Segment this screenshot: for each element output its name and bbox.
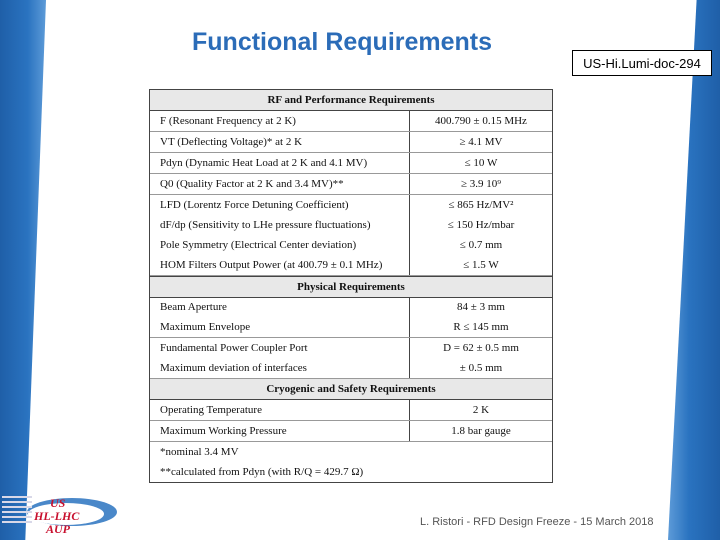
row-label: F (Resonant Frequency at 2 K) — [150, 111, 410, 131]
row-label: Beam Aperture — [150, 297, 410, 317]
table-row — [150, 132, 552, 153]
note-calculated: **calculated from Pdyn (with R/Q = 429.7 Ω) — [160, 466, 364, 478]
row-label: HOM Filters Output Power (at 400.79 ± 0.1 MHz) — [150, 255, 410, 275]
row-label: Maximum Working Pressure — [150, 421, 410, 441]
row-value: ≤ 1.5 W — [463, 259, 499, 271]
document-id-box: US-Hi.Lumi-doc-294 — [572, 50, 712, 76]
slide-footer: L. Ristori - RFD Design Freeze - 15 March 2018 — [420, 516, 654, 528]
row-value: 2 K — [472, 404, 490, 416]
table-row — [150, 400, 552, 421]
row-value: ≤ 0.7 mm — [459, 239, 503, 251]
table-row — [150, 235, 552, 255]
row-label: Pole Symmetry (Electrical Center deviation) — [150, 235, 410, 255]
table-row — [150, 195, 552, 215]
row-label: Fundamental Power Coupler Port — [150, 338, 410, 358]
row-value: 84 ± 3 mm — [457, 301, 505, 313]
table-row — [150, 317, 552, 338]
section-heading-physical: Physical Requirements — [150, 276, 552, 298]
row-label: Q0 (Quality Factor at 2 K and 3.4 MV)** — [150, 174, 410, 194]
row-value: ≤ 10 W — [464, 157, 498, 169]
section-heading-cryogenic: Cryogenic and Safety Requirements — [150, 379, 552, 400]
row-value: ≥ 3.9 10⁹ — [460, 178, 502, 190]
table-row — [150, 297, 552, 317]
left-decorative-band — [0, 0, 46, 540]
table-row — [150, 215, 552, 235]
row-label: Operating Temperature — [150, 400, 410, 420]
row-value: 400.790 ± 0.15 MHz — [435, 115, 527, 127]
row-label: LFD (Lorentz Force Detuning Coefficient) — [150, 195, 410, 215]
row-value: R ≤ 145 mm — [453, 321, 509, 333]
row-value: ≤ 150 Hz/mbar — [447, 219, 515, 231]
right-decorative-band — [668, 0, 720, 540]
table-row — [150, 338, 552, 358]
table-row — [150, 255, 552, 276]
table-row — [150, 111, 552, 132]
row-label: dF/dp (Sensitivity to LHe pressure fluctuations) — [150, 215, 410, 235]
table-row — [150, 174, 552, 195]
requirements-table — [149, 89, 553, 483]
slide-title: Functional Requirements — [192, 28, 493, 56]
row-value: ≤ 865 Hz/MV² — [448, 199, 514, 211]
table-row — [150, 153, 552, 174]
row-value: 1.8 bar gauge — [451, 425, 511, 437]
logo-line3: AUP — [46, 522, 70, 536]
table-notes — [150, 442, 552, 482]
table-row — [150, 421, 552, 442]
row-value: ± 0.5 mm — [459, 362, 503, 374]
row-label: VT (Deflecting Voltage)* at 2 K — [150, 132, 410, 152]
table-row — [150, 358, 552, 379]
row-label: Pdyn (Dynamic Heat Load at 2 K and 4.1 MV) — [150, 153, 410, 173]
section-heading-rf: RF and Performance Requirements — [150, 90, 552, 111]
logo-line1: US — [50, 496, 66, 510]
row-label: Maximum deviation of interfaces — [150, 358, 410, 378]
row-value: ≥ 4.1 MV — [459, 136, 503, 148]
note-nominal: *nominal 3.4 MV — [160, 446, 239, 458]
row-value: D = 62 ± 0.5 mm — [443, 342, 519, 354]
row-label: Maximum Envelope — [150, 317, 410, 337]
logo-line2: HL-LHC — [34, 509, 80, 523]
us-hl-lhc-aup-logo — [2, 490, 118, 536]
